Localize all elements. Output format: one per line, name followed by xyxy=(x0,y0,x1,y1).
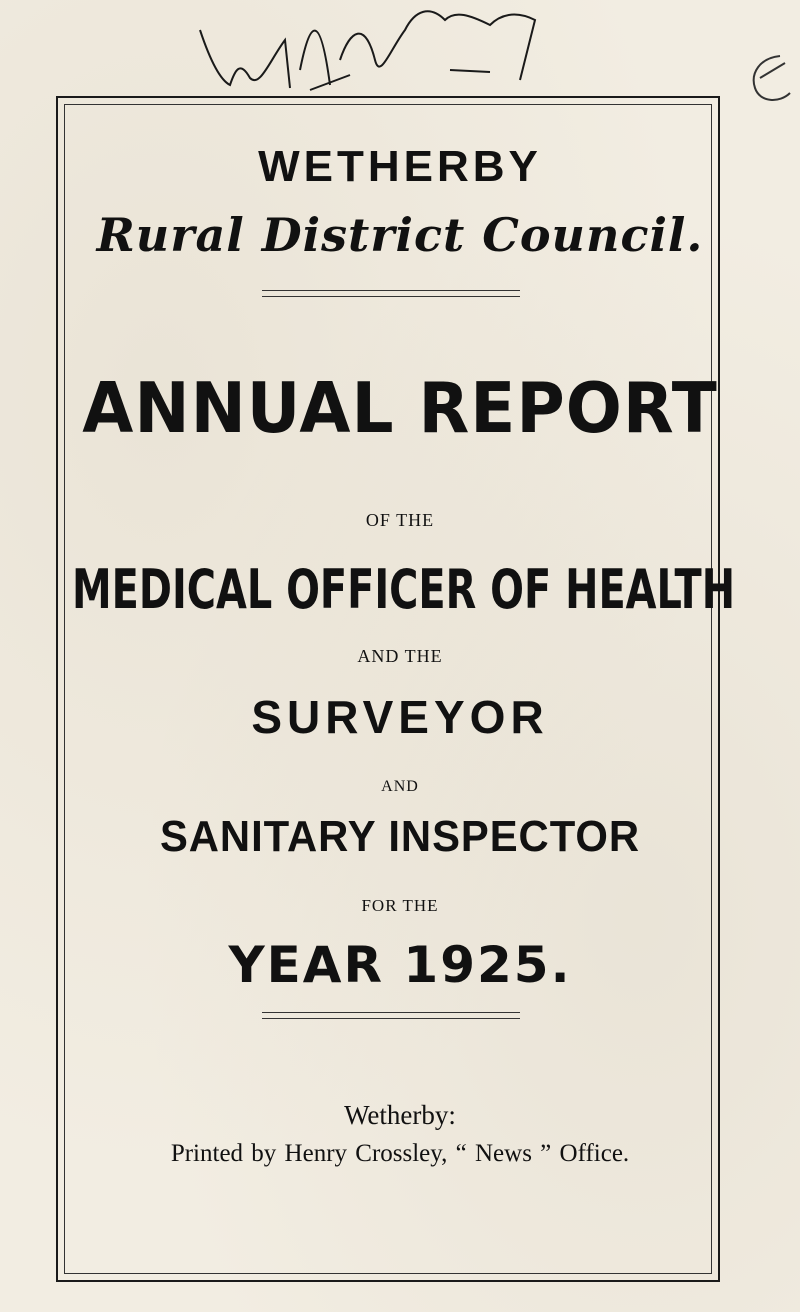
and-label: AND xyxy=(381,778,419,795)
officer-title: MEDICAL OFFICER OF HEALTH xyxy=(72,558,736,621)
for-the-label: FOR THE xyxy=(361,896,439,915)
page-border-inner xyxy=(64,104,712,1274)
corner-mark-icon xyxy=(740,48,800,108)
imprint-place: Wetherby: xyxy=(344,1100,456,1130)
report-year: YEAR 1925. xyxy=(228,936,572,994)
council-name: Rural District Council. xyxy=(96,208,704,262)
divider-rule xyxy=(262,1012,520,1019)
surveyor-title: SURVEYOR xyxy=(251,691,549,743)
divider-rule xyxy=(262,290,520,297)
handwritten-signature xyxy=(190,0,550,95)
inspector-title: SANITARY INSPECTOR xyxy=(159,812,641,861)
place-heading: WETHERBY xyxy=(258,142,542,191)
of-the-label: OF THE xyxy=(365,510,435,530)
report-title: ANNUAL REPORT xyxy=(82,368,718,449)
and-the-label: AND THE xyxy=(357,646,443,666)
imprint-printer: Printed by Henry Crossley, “ News ” Office. xyxy=(170,1140,630,1167)
